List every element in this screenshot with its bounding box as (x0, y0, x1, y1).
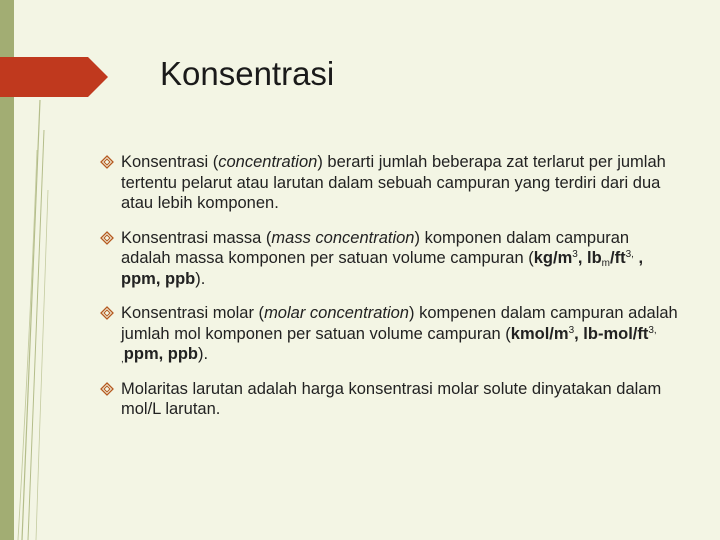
bullet-paren: ( (208, 153, 219, 171)
diamond-bullet-icon (100, 155, 114, 169)
unit: /ft (610, 249, 626, 267)
unit-superscript: 3, (648, 324, 657, 336)
unit: , lb (577, 249, 602, 267)
bullet-end: ). (195, 269, 206, 288)
unit: , ppm, ppb (121, 249, 644, 288)
bullet-term-english: mass concentration (271, 228, 415, 247)
slide-title: Konsentrasi (160, 55, 335, 92)
bullet-term: Konsentrasi (121, 153, 209, 171)
bullet-text: komponen dalam campuran adalah massa komponen per satuan volume campuran ( (121, 228, 630, 267)
unit: kg/m (533, 249, 573, 267)
bullet-end: ). (198, 345, 209, 363)
bullet-paren: ) (317, 153, 323, 171)
unit-superscript: 3, (625, 249, 634, 260)
unit: , lb-mol/ft (574, 324, 649, 343)
bullet-item (100, 152, 680, 214)
diamond-bullet-icon (100, 382, 114, 396)
bullet-text: berarti jumlah beberapa zat terlarut per jumlah tertentu pelarut atau larutan dalam sebuah campuran yang terdiri dari dua atau lebih komponen. (121, 153, 666, 212)
title-accent-banner (0, 57, 108, 97)
bullet-paren: ) (414, 228, 420, 247)
unit: ppm, ppb (123, 345, 199, 363)
unit: kmol/m (510, 324, 569, 343)
bullet-paren: ) (408, 304, 415, 322)
bullet-item (100, 303, 680, 365)
bullet-item (100, 228, 680, 290)
bullet-term-english: concentration (218, 153, 318, 171)
diamond-bullet-icon (100, 306, 114, 320)
diamond-bullet-icon (100, 231, 114, 245)
bullet-list (100, 152, 680, 434)
bullet-text: kompenen dalam campuran adalah jumlah mol komponen per satuan volume campuran ( (121, 304, 678, 343)
bullet-term-english: molar concentration (264, 304, 409, 322)
unit-subscript: , (121, 354, 124, 365)
unit-subscript: m (601, 258, 610, 269)
bullet-term: Konsentrasi massa ( (121, 228, 272, 247)
bullet-text: Molaritas larutan adalah harga konsentrasi molar solute dinyatakan dalam mol/L larutan. (121, 379, 662, 418)
unit-superscript: 3 (568, 324, 575, 336)
bullet-term: Konsentrasi molar ( (121, 304, 265, 322)
bullet-item (100, 379, 680, 420)
unit-superscript: 3 (572, 249, 578, 260)
